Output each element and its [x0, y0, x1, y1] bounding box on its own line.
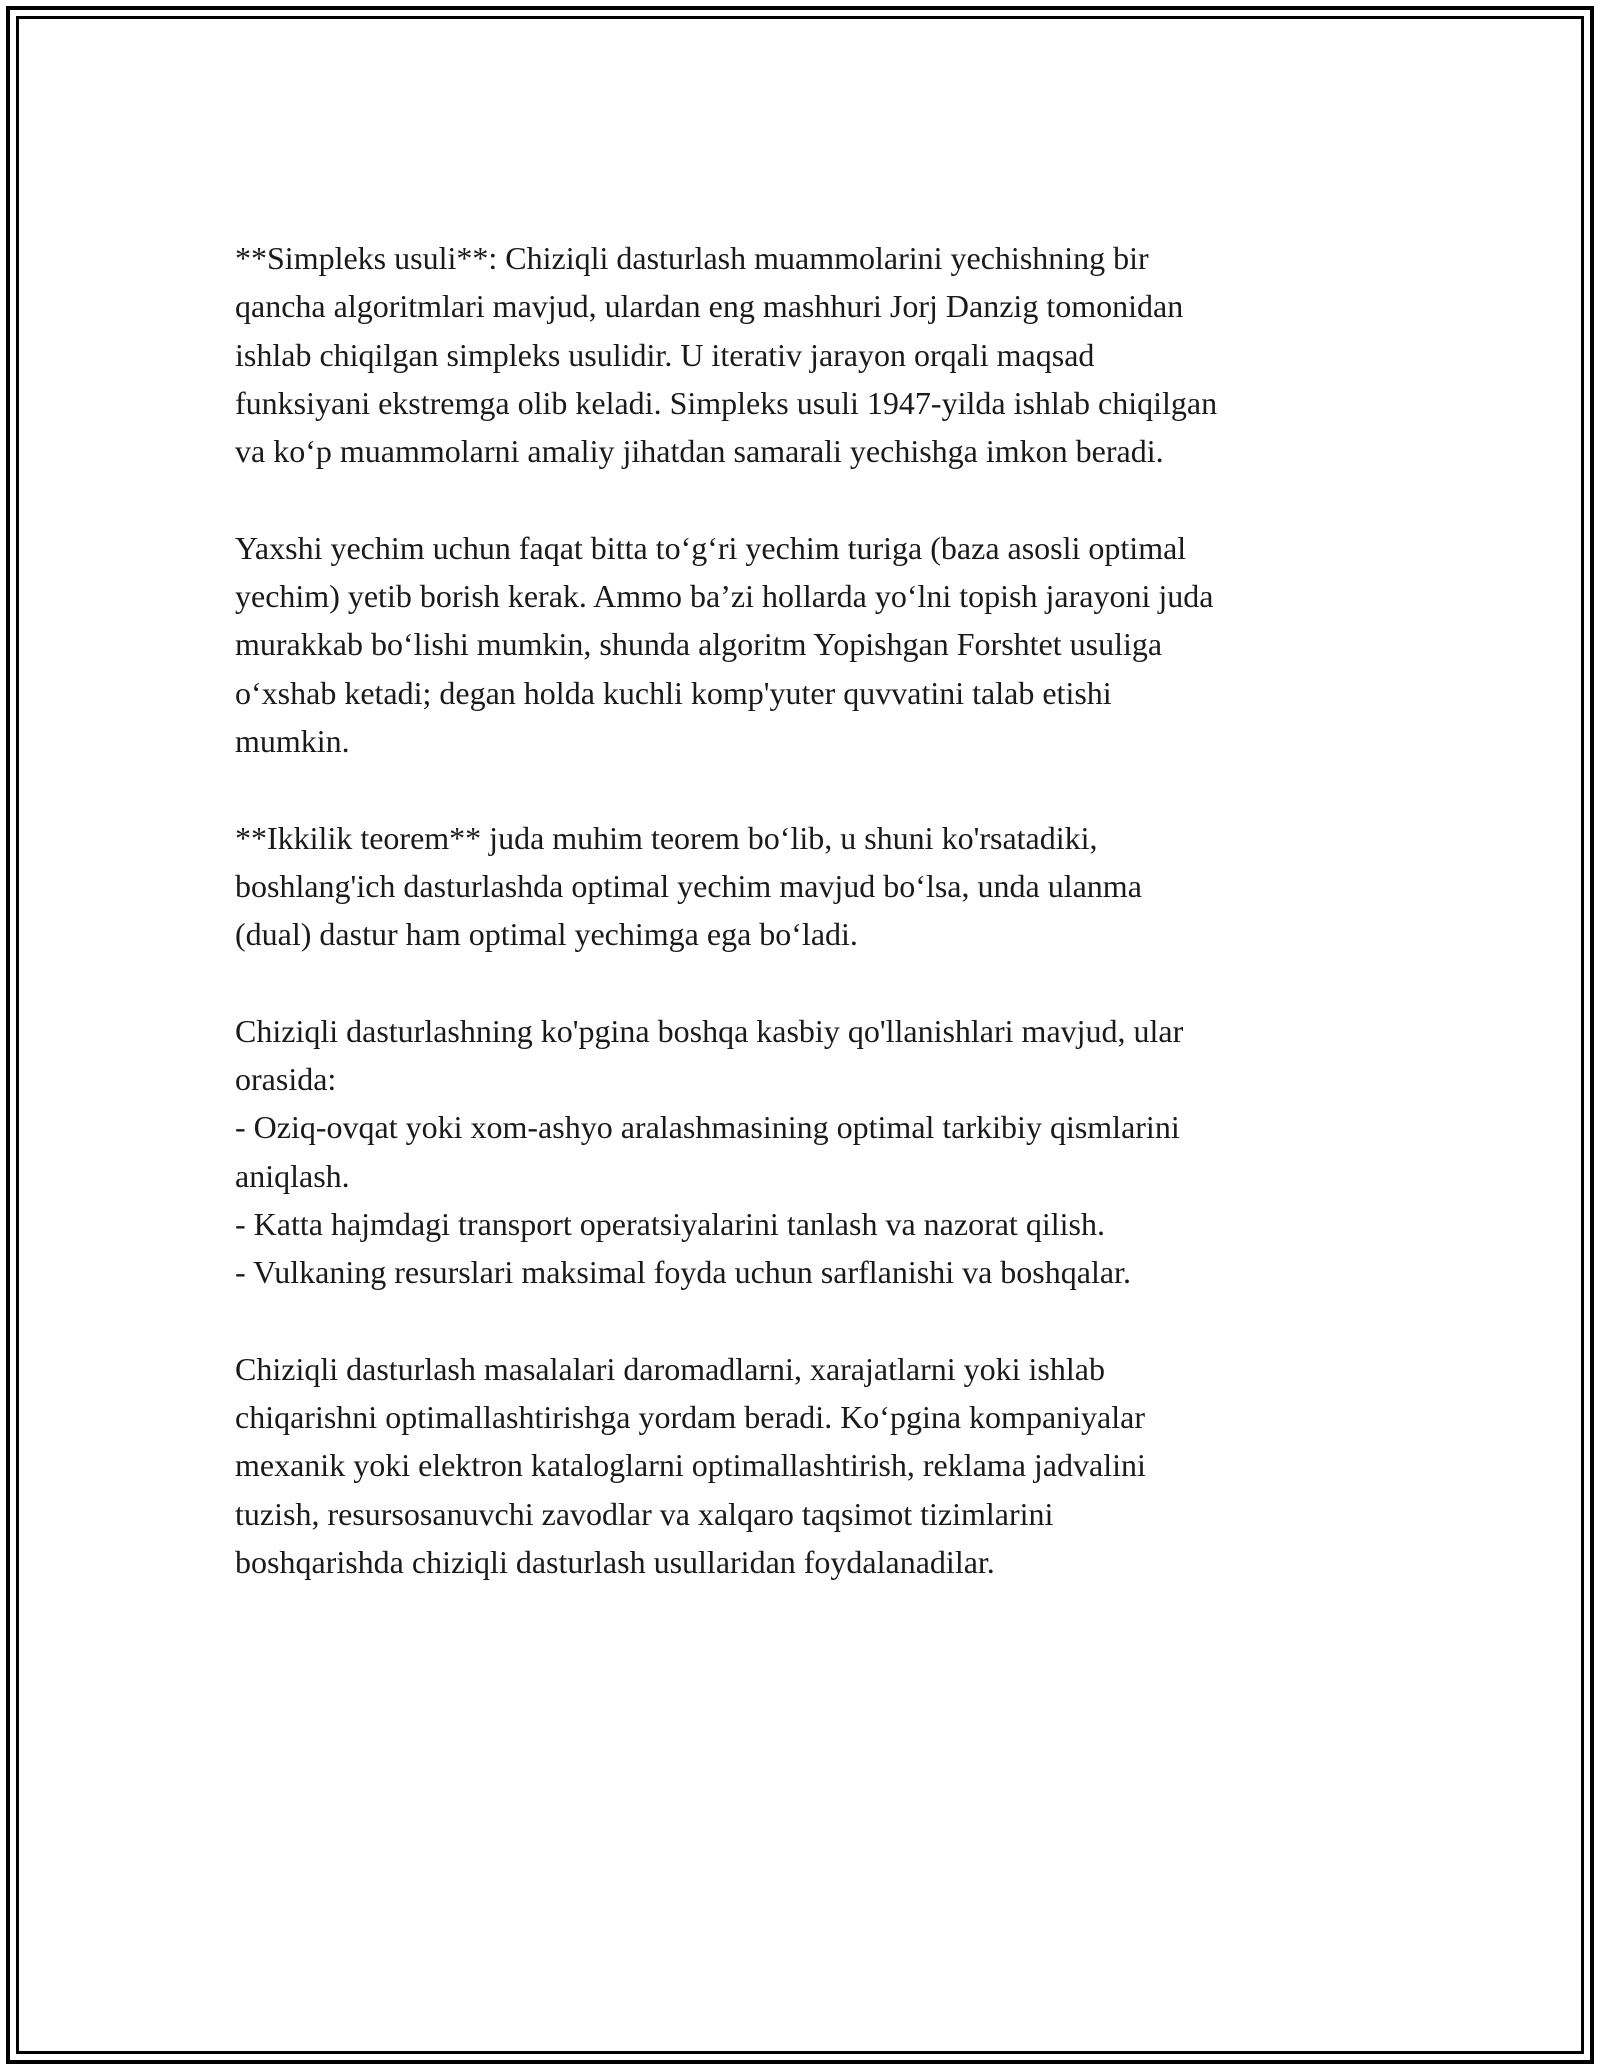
paragraph-simplex-method: **Simpleks usuli**: Chiziqli dasturlash muammolarini yechishning bir qancha algoritmlari mavjud, ulardan eng mashhuri Jorj Danzig tomonidan ishlab chiqilgan simpleks usulidir. U iterativ jarayon orqali maqsad funksiyani ekstremga olib keladi. Simpleks usuli 1947-yilda ishlab chiqilgan va ko‘p muammolarni amaliy jihatdan samarali yechishga imkon beradi.	[235, 240, 1218, 470]
document-body	[235, 234, 1385, 1586]
paragraph-applications-list: Chiziqli dasturlashning ko'pgina boshqa kasbiy qo'llanishlari mavjud, ular orasida: - Oziq-ovqat yoki xom-ashyo aralashmasining optimal tarkibiy qismlarini aniqlash. - Katta hajmdagi transport operatsiyalarini tanlash va nazorat qilish. - Vulkaning resurslari maksimal foyda uchun sarflanishi va boshqalar.	[235, 1012, 1184, 1291]
paragraph-optimal-solution: Yaxshi yechim uchun faqat bitta to‘g‘ri yechim turiga (baza asosli optimal yechim) yetib borish kerak. Ammo ba’zi hollarda yo‘lni topish jarayoni juda murakkab bo‘lishi mumkin, shunda algoritm Yopishgan Forshtet usuliga o‘xshab ketadi; degan holda kuchli komp'yuter quvvatini talab etishi mumkin.	[235, 529, 1214, 759]
paragraph-business-usage: Chiziqli dasturlash masalalari daromadlarni, xarajatlarni yoki ishlab chiqarishni optimallashtirishga yordam beradi. Ko‘pgina kompaniyalar mexanik yoki elektron kataloglarni optimallashtirish, reklama jadvalini tuzish, resursosanuvchi zavodlar va xalqaro taqsimot tizimlarini boshqarishda chiziqli dasturlash usullaridan foydalanadilar.	[235, 1350, 1146, 1581]
paragraph-duality-theorem: **Ikkilik teorem** juda muhim teorem bo‘lib, u shuni ko'rsatadiki, boshlang'ich dasturlashda optimal yechim mavjud bo‘lsa, unda ulanma (dual) dastur ham optimal yechimga ega bo‘ladi.	[235, 819, 1142, 953]
